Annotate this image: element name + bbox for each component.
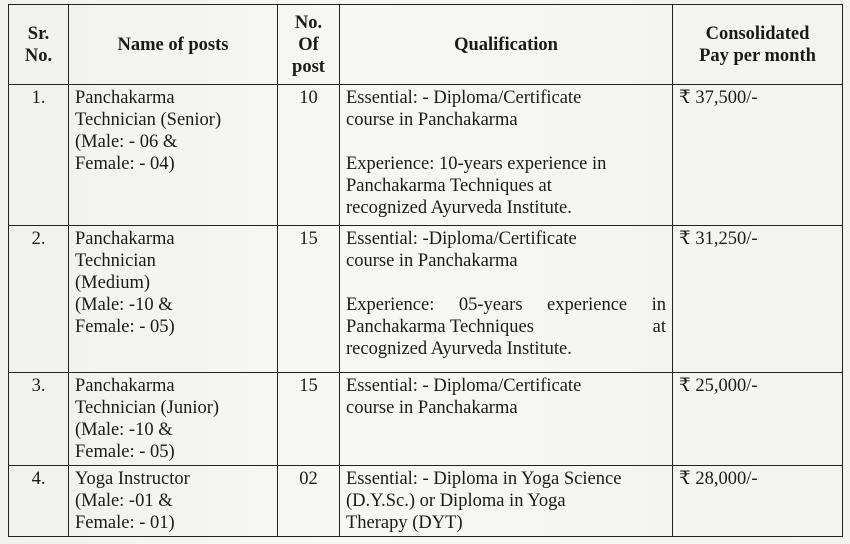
qualification-cell xyxy=(340,226,673,373)
essential-line: course in Panchakarma xyxy=(346,110,518,130)
post-count-cell: 10 xyxy=(278,85,340,226)
essential-line: Essential: -Diploma/Certificate xyxy=(346,229,577,249)
post-name-cell xyxy=(69,226,278,373)
pay-cell: ₹ 25,000/- xyxy=(673,373,843,466)
header-sr-line: Sr. xyxy=(27,23,50,44)
essential-line: course in Panchakarma xyxy=(346,251,518,271)
post-name-line: Technician (Junior) xyxy=(75,398,220,418)
header-pay-line-1: Consolidated xyxy=(705,23,810,44)
experience-word: 05-years xyxy=(458,295,523,315)
essential-line: (D.Y.Sc.) or Diploma in Yoga xyxy=(346,491,566,511)
post-name-line: Panchakarma xyxy=(75,88,175,108)
essential-line: Essential: - Diploma in Yoga Science xyxy=(346,469,622,489)
post-name-line: Female: - 05) xyxy=(75,317,175,337)
pay-cell: ₹ 31,250/- xyxy=(673,226,843,373)
table-row xyxy=(9,466,843,537)
header-name-of-posts: Name of posts xyxy=(69,5,278,85)
post-name-line: (Male: - 06 & xyxy=(75,132,178,152)
post-name-cell xyxy=(69,85,278,226)
essential-line: Therapy (DYT) xyxy=(346,513,463,533)
post-name-line: Panchakarma xyxy=(75,229,175,249)
post-name-line: (Male: -10 & xyxy=(75,295,173,315)
header-count-line-3: post xyxy=(292,56,325,77)
experience-word: experience xyxy=(547,295,628,315)
serial-number-cell: 1. xyxy=(9,85,69,226)
header-count-line-1: No. xyxy=(294,12,323,33)
header-count-line-2: Of xyxy=(298,34,319,55)
qualification-cell xyxy=(340,466,673,537)
post-name-cell xyxy=(69,466,278,537)
serial-number-cell: 4. xyxy=(9,466,69,537)
qualification-cell xyxy=(340,373,673,466)
pay-cell: ₹ 28,000/- xyxy=(673,466,843,537)
experience-line: Experience: 10-years experience in xyxy=(346,154,607,174)
serial-number-cell: 3. xyxy=(9,373,69,466)
table-row xyxy=(9,373,843,466)
header-qualification: Qualification xyxy=(340,5,673,85)
post-name-line: Technician xyxy=(75,251,156,271)
essential-line: Essential: - Diploma/Certificate xyxy=(346,88,582,108)
serial-number-cell: 2. xyxy=(9,226,69,373)
post-name-line: Female: - 04) xyxy=(75,154,175,174)
header-no-line: No. xyxy=(24,45,53,66)
header-pay-line-2: Pay per month xyxy=(699,45,816,66)
post-name-cell xyxy=(69,373,278,466)
table-row xyxy=(9,226,843,373)
post-name-line: Yoga Instructor xyxy=(75,469,190,489)
pay-cell: ₹ 37,500/- xyxy=(673,85,843,226)
table-row xyxy=(9,85,843,226)
post-count-cell: 15 xyxy=(278,373,340,466)
post-count-cell: 02 xyxy=(278,466,340,537)
essential-line: course in Panchakarma xyxy=(346,398,518,418)
header-serial-number xyxy=(9,5,69,85)
header-consolidated-pay xyxy=(673,5,843,85)
post-name-line: (Male: -10 & xyxy=(75,420,173,440)
post-name-line: Female: - 05) xyxy=(75,442,175,462)
essential-line: Essential: - Diploma/Certificate xyxy=(346,376,582,396)
qualification-cell xyxy=(340,85,673,226)
experience-line: recognized Ayurveda Institute. xyxy=(346,339,572,359)
experience-word: Panchakarma Techniques xyxy=(346,317,534,337)
post-name-line: Panchakarma xyxy=(75,376,175,396)
posts-table xyxy=(8,4,843,537)
experience-word: in xyxy=(651,295,666,315)
experience-line: Panchakarma Techniques at xyxy=(346,176,552,196)
experience-line: recognized Ayurveda Institute. xyxy=(346,198,572,218)
post-name-line: (Male: -01 & xyxy=(75,491,173,511)
experience-line xyxy=(346,316,666,338)
post-name-line: Female: - 01) xyxy=(75,513,175,533)
post-name-line: (Medium) xyxy=(75,273,151,293)
experience-line xyxy=(346,294,666,316)
header-number-of-post xyxy=(278,5,340,85)
experience-word: Experience: xyxy=(346,295,435,315)
header-row xyxy=(9,5,843,85)
post-name-line: Technician (Senior) xyxy=(75,110,222,130)
experience-word: at xyxy=(652,317,666,337)
post-count-cell: 15 xyxy=(278,226,340,373)
